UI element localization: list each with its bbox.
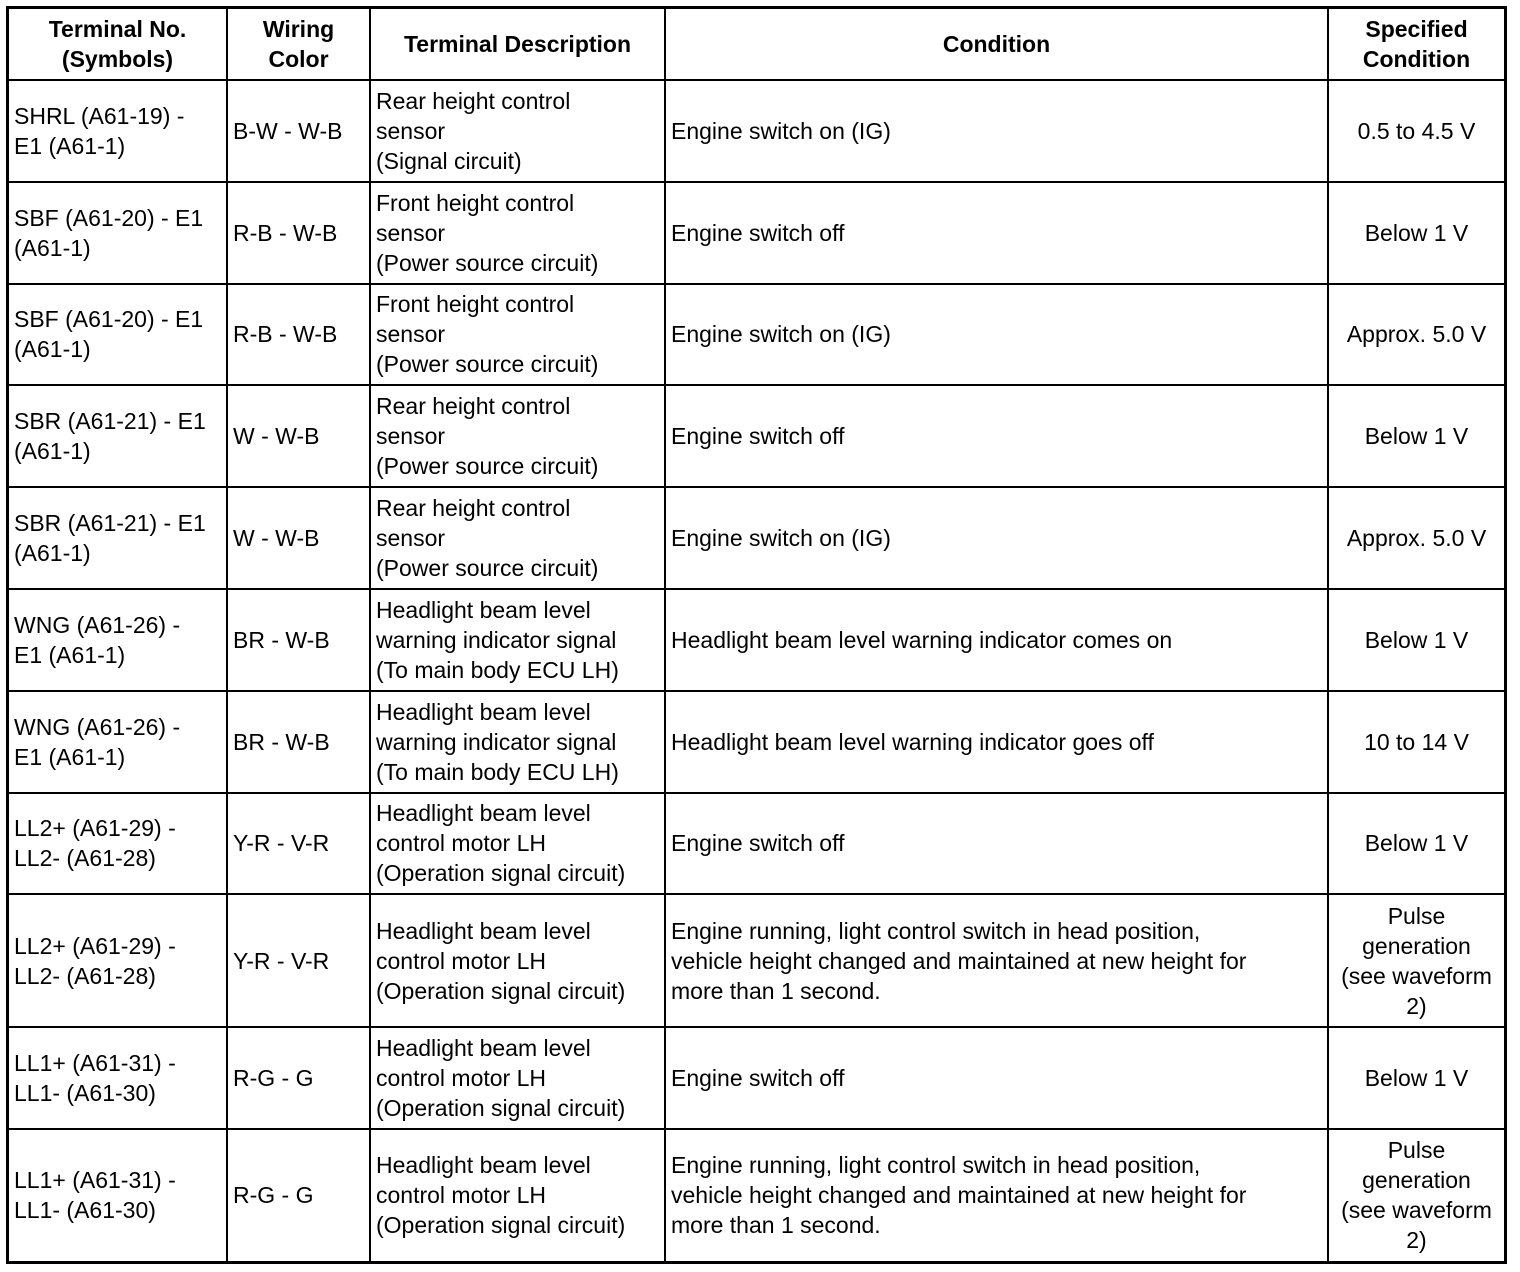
condition-cell: Engine switch on (IG): [665, 284, 1328, 386]
table-row: [9, 182, 1504, 284]
terminal-description-cell: Headlight beam level control motor LH (Operation signal circuit): [370, 894, 665, 1026]
table-row: [9, 589, 1504, 691]
terminal-cell: LL1+ (A61-31) - LL1- (A61-30): [9, 1129, 227, 1261]
specified-condition-cell: 10 to 14 V: [1328, 691, 1504, 793]
table-row: [9, 284, 1504, 386]
wiring-color-cell: R-B - W-B: [227, 182, 370, 284]
header-row: [9, 9, 1504, 80]
table-row: [9, 487, 1504, 589]
terminal-cell: WNG (A61-26) - E1 (A61-1): [9, 589, 227, 691]
wiring-color-cell: BR - W-B: [227, 691, 370, 793]
terminal-description-cell: Headlight beam level control motor LH (Operation signal circuit): [370, 1027, 665, 1129]
terminal-cell: WNG (A61-26) - E1 (A61-1): [9, 691, 227, 793]
condition-cell: Engine running, light control switch in head position, vehicle height changed and maintained at new height for more than 1 second.: [665, 1129, 1328, 1261]
wiring-color-cell: R-G - G: [227, 1027, 370, 1129]
header-wiring-color: Wiring Color: [227, 9, 370, 80]
wiring-color-cell: Y-R - V-R: [227, 793, 370, 895]
terminal-cell: SHRL (A61-19) - E1 (A61-1): [9, 80, 227, 182]
terminal-description-cell: Headlight beam level control motor LH (Operation signal circuit): [370, 793, 665, 895]
condition-cell: Headlight beam level warning indicator comes on: [665, 589, 1328, 691]
terminal-cell: SBR (A61-21) - E1 (A61-1): [9, 385, 227, 487]
terminal-description-cell: Rear height control sensor (Signal circuit): [370, 80, 665, 182]
specified-condition-cell: Below 1 V: [1328, 589, 1504, 691]
terminal-spec-table-frame: [6, 6, 1507, 1264]
terminal-description-cell: Front height control sensor (Power source circuit): [370, 182, 665, 284]
header-terminal-description: Terminal Description: [370, 9, 665, 80]
specified-condition-cell: Approx. 5.0 V: [1328, 284, 1504, 386]
specified-condition-cell: 0.5 to 4.5 V: [1328, 80, 1504, 182]
terminal-description-cell: Headlight beam level warning indicator signal (To main body ECU LH): [370, 691, 665, 793]
table-row: [9, 1129, 1504, 1261]
wiring-color-cell: R-B - W-B: [227, 284, 370, 386]
condition-cell: Engine switch on (IG): [665, 487, 1328, 589]
condition-cell: Engine switch off: [665, 1027, 1328, 1129]
wiring-color-cell: W - W-B: [227, 487, 370, 589]
header-specified-condition: Specified Condition: [1328, 9, 1504, 80]
terminal-cell: LL2+ (A61-29) - LL2- (A61-28): [9, 793, 227, 895]
specified-condition-cell: Below 1 V: [1328, 182, 1504, 284]
wiring-color-cell: BR - W-B: [227, 589, 370, 691]
condition-cell: Headlight beam level warning indicator goes off: [665, 691, 1328, 793]
condition-cell: Engine switch off: [665, 182, 1328, 284]
table-row: [9, 691, 1504, 793]
terminal-description-cell: Rear height control sensor (Power source circuit): [370, 385, 665, 487]
specified-condition-cell: Pulse generation (see waveform 2): [1328, 894, 1504, 1026]
terminal-description-cell: Headlight beam level warning indicator signal (To main body ECU LH): [370, 589, 665, 691]
header-condition: Condition: [665, 9, 1328, 80]
condition-cell: Engine switch off: [665, 793, 1328, 895]
condition-cell: Engine switch off: [665, 385, 1328, 487]
specified-condition-cell: Below 1 V: [1328, 793, 1504, 895]
specified-condition-cell: Approx. 5.0 V: [1328, 487, 1504, 589]
terminal-cell: SBF (A61-20) - E1 (A61-1): [9, 284, 227, 386]
terminal-cell: SBF (A61-20) - E1 (A61-1): [9, 182, 227, 284]
wiring-color-cell: B-W - W-B: [227, 80, 370, 182]
header-terminal: Terminal No. (Symbols): [9, 9, 227, 80]
specified-condition-cell: Below 1 V: [1328, 1027, 1504, 1129]
condition-cell: Engine running, light control switch in head position, vehicle height changed and maintained at new height for more than 1 second.: [665, 894, 1328, 1026]
specified-condition-cell: Pulse generation (see waveform 2): [1328, 1129, 1504, 1261]
wiring-color-cell: R-G - G: [227, 1129, 370, 1261]
table-row: [9, 385, 1504, 487]
terminal-cell: SBR (A61-21) - E1 (A61-1): [9, 487, 227, 589]
condition-cell: Engine switch on (IG): [665, 80, 1328, 182]
specified-condition-cell: Below 1 V: [1328, 385, 1504, 487]
terminal-cell: LL2+ (A61-29) - LL2- (A61-28): [9, 894, 227, 1026]
terminal-cell: LL1+ (A61-31) - LL1- (A61-30): [9, 1027, 227, 1129]
table-body: [9, 80, 1504, 1261]
wiring-color-cell: Y-R - V-R: [227, 894, 370, 1026]
table-row: [9, 894, 1504, 1026]
terminal-description-cell: Front height control sensor (Power source circuit): [370, 284, 665, 386]
terminal-description-cell: Headlight beam level control motor LH (Operation signal circuit): [370, 1129, 665, 1261]
table-row: [9, 793, 1504, 895]
table-row: [9, 80, 1504, 182]
table-row: [9, 1027, 1504, 1129]
terminal-description-cell: Rear height control sensor (Power source circuit): [370, 487, 665, 589]
terminal-spec-table: [9, 9, 1504, 1261]
wiring-color-cell: W - W-B: [227, 385, 370, 487]
